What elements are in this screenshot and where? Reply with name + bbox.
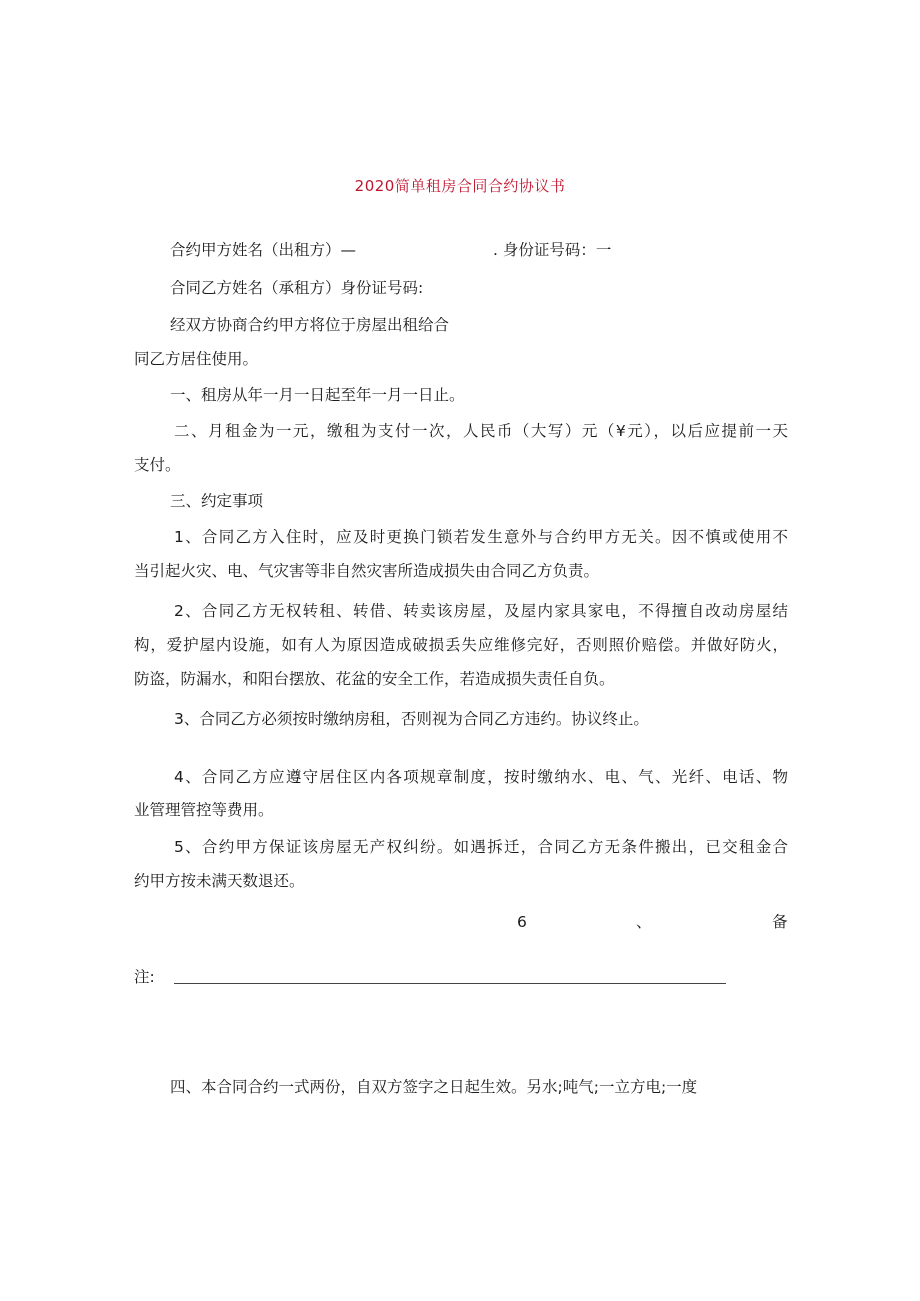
item-1-line-1: 1、合同乙方入住时，应及时更换门锁若发生意外与合约甲方无关。因不慎或使用不 (174, 528, 788, 546)
item-3: 3、合同乙方必须按时缴纳房租，否则视为合同乙方违约。协议终止。 (174, 710, 649, 728)
item-6-number: 6 (517, 913, 527, 931)
item-1-line-2: 当引起火灾、电、气灾害等非自然灾害所造成损失由合同乙方负责。 (134, 562, 600, 580)
document-title: 2020简单租房合同合约协议书 (354, 177, 566, 195)
intro-line-2: 同乙方居住使用。 (134, 350, 259, 368)
item-6-remark-char: 备 (772, 913, 788, 931)
item-4-line-2: 业管理管控等费用。 (134, 801, 274, 819)
item-2-line-1: 2、合同乙方无权转租、转借、转卖该房屋，及屋内家具家电，不得擅自改动房屋结 (174, 602, 788, 620)
party-a-id: . 身份证号码：一 (493, 241, 612, 259)
party-b-line: 合同乙方姓名（承租方）身份证号码: (170, 279, 424, 297)
item-5-line-1: 5、合约甲方保证该房屋无产权纠纷。如遇拆迁，合同乙方无条件搬出，已交租金合 (174, 838, 788, 856)
party-a-label: 合约甲方姓名（出租方）— (170, 241, 357, 259)
item-2-line-3: 防盗，防漏水，和阳台摆放、花盆的安全工作，若造成损失责任自负。 (134, 670, 615, 688)
section-4: 四、本合同合约一式两份，自双方签字之日起生效。另水;吨气;一立方电;一度 (170, 1078, 698, 1096)
remark-fill-line (174, 983, 726, 984)
section-1: 一、租房从年一月一日起至年一月一日止。 (170, 386, 465, 404)
section-2-line-1: 二、月租金为一元，缴租为支付一次，人民币（大写）元（¥元），以后应提前一天 (174, 422, 788, 440)
item-5-line-2: 约甲方按未满天数退还。 (134, 872, 305, 890)
item-4-line-1: 4、合同乙方应遵守居住区内各项规章制度，按时缴纳水、电、气、光纤、电话、物 (174, 768, 788, 786)
intro-line-1: 经双方协商合约甲方将位于房屋出租给合 (170, 316, 450, 334)
section-2-line-2: 支付。 (134, 456, 181, 474)
item-6-separator: 、 (636, 913, 652, 931)
item-2-line-2: 构，爱护屋内设施，如有人为原因造成破损丢失应维修完好，否则照价赔偿。并做好防火， (134, 636, 788, 654)
item-6-remark-label: 注: (134, 968, 155, 986)
section-3-title: 三、约定事项 (170, 492, 264, 510)
